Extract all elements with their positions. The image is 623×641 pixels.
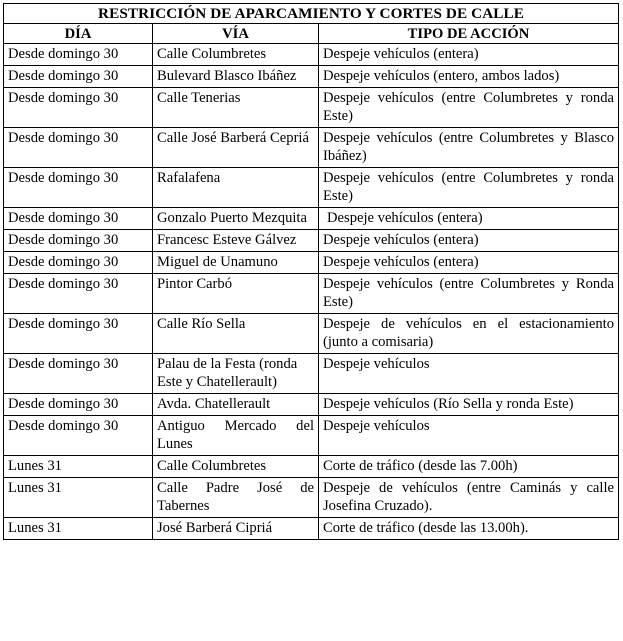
cell-dia: Desde domingo 30 — [4, 88, 153, 128]
cell-dia: Desde domingo 30 — [4, 314, 153, 354]
cell-accion: Despeje vehículos — [319, 416, 619, 456]
table-row — [4, 478, 619, 518]
table-row — [4, 354, 619, 394]
table-row — [4, 44, 619, 66]
cell-dia: Desde domingo 30 — [4, 128, 153, 168]
document-page — [3, 3, 618, 540]
cell-accion: Despeje vehículos (entre Columbretes y Blasco Ibáñez) — [319, 128, 619, 168]
cell-via: Antiguo Mercado del Lunes — [153, 416, 319, 456]
cell-accion: Despeje vehículos (entera) — [319, 44, 619, 66]
cell-accion: Despeje vehículos (entera) — [319, 252, 619, 274]
table-row — [4, 252, 619, 274]
table-row — [4, 518, 619, 540]
cell-accion: Despeje de vehículos (entre Caminás y calle Josefina Cruzado). — [319, 478, 619, 518]
cell-dia: Desde domingo 30 — [4, 44, 153, 66]
cell-accion: Despeje vehículos (Río Sella y ronda Este) — [319, 394, 619, 416]
cell-accion: Despeje vehículos (entre Columbretes y ronda Este) — [319, 168, 619, 208]
cell-accion: Despeje vehículos (entero, ambos lados) — [319, 66, 619, 88]
cell-via: Calle José Barberá Cepriá — [153, 128, 319, 168]
cell-dia: Desde domingo 30 — [4, 252, 153, 274]
cell-via: Calle Padre José de Tabernes — [153, 478, 319, 518]
table-row — [4, 416, 619, 456]
header-dia: DÍA — [4, 24, 153, 44]
table-row — [4, 208, 619, 230]
header-tipo-accion: TIPO DE ACCIÓN — [319, 24, 619, 44]
cell-via: Avda. Chatellerault — [153, 394, 319, 416]
cell-via: Rafalafena — [153, 168, 319, 208]
cell-dia: Desde domingo 30 — [4, 394, 153, 416]
cell-accion: Despeje vehículos (entera) — [319, 230, 619, 252]
table-row — [4, 88, 619, 128]
cell-via: José Barberá Cipriá — [153, 518, 319, 540]
cell-accion: Despeje vehículos (entre Columbretes y Ronda Este) — [319, 274, 619, 314]
cell-dia: Desde domingo 30 — [4, 168, 153, 208]
cell-accion: Despeje de vehículos en el estacionamiento (junto a comisaria) — [319, 314, 619, 354]
table-row — [4, 230, 619, 252]
table-row — [4, 168, 619, 208]
header-via: VÍA — [153, 24, 319, 44]
cell-dia: Lunes 31 — [4, 456, 153, 478]
cell-via: Gonzalo Puerto Mezquita — [153, 208, 319, 230]
cell-dia: Desde domingo 30 — [4, 208, 153, 230]
cell-dia: Lunes 31 — [4, 518, 153, 540]
table-title: RESTRICCIÓN DE APARCAMIENTO Y CORTES DE CALLE — [4, 4, 619, 24]
cell-accion: Corte de tráfico (desde las 7.00h) — [319, 456, 619, 478]
cell-dia: Desde domingo 30 — [4, 354, 153, 394]
cell-dia: Desde domingo 30 — [4, 66, 153, 88]
table-row — [4, 274, 619, 314]
cell-dia: Desde domingo 30 — [4, 416, 153, 456]
cell-via: Miguel de Unamuno — [153, 252, 319, 274]
cell-via: Calle Columbretes — [153, 44, 319, 66]
cell-via: Pintor Carbó — [153, 274, 319, 314]
table-row — [4, 314, 619, 354]
table-title-row — [4, 4, 619, 24]
cell-accion: Despeje vehículos (entera) — [319, 208, 619, 230]
table-row — [4, 456, 619, 478]
cell-accion: Despeje vehículos — [319, 354, 619, 394]
cell-accion: Corte de tráfico (desde las 13.00h). — [319, 518, 619, 540]
cell-via: Calle Río Sella — [153, 314, 319, 354]
cell-dia: Lunes 31 — [4, 478, 153, 518]
table-row — [4, 394, 619, 416]
cell-via: Calle Columbretes — [153, 456, 319, 478]
restrictions-table — [3, 3, 619, 540]
cell-via: Calle Tenerias — [153, 88, 319, 128]
cell-via: Bulevard Blasco Ibáñez — [153, 66, 319, 88]
cell-dia: Desde domingo 30 — [4, 274, 153, 314]
table-header-row — [4, 24, 619, 44]
table-row — [4, 66, 619, 88]
cell-dia: Desde domingo 30 — [4, 230, 153, 252]
table-row — [4, 128, 619, 168]
cell-accion: Despeje vehículos (entre Columbretes y ronda Este) — [319, 88, 619, 128]
cell-via: Francesc Esteve Gálvez — [153, 230, 319, 252]
cell-via: Palau de la Festa (ronda Este y Chatellerault) — [153, 354, 319, 394]
